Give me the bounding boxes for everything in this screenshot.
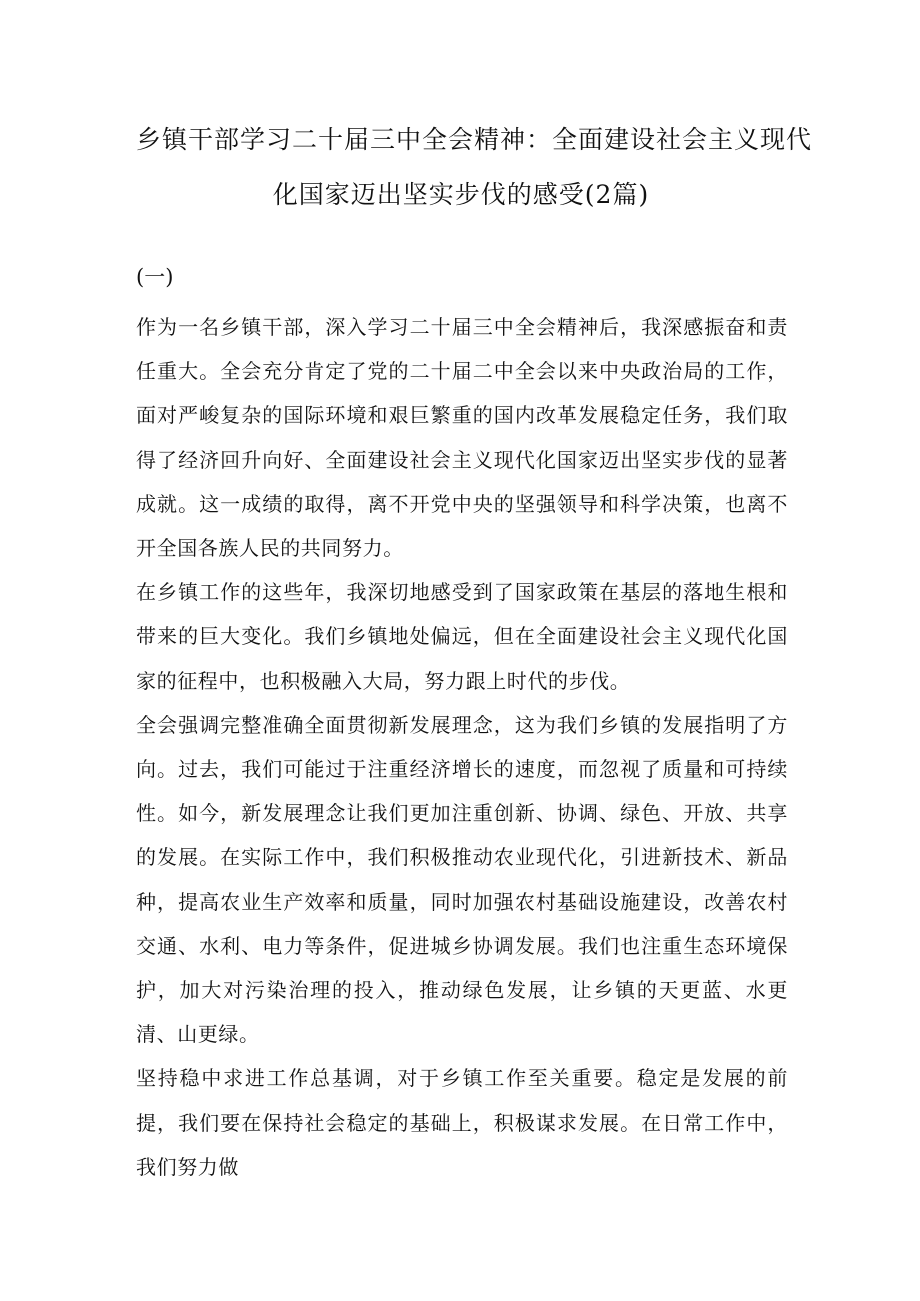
document-body bbox=[136, 305, 788, 1189]
paragraph-1: 作为一名乡镇干部，深入学习二十届三中全会精神后，我深感振奋和责任重大。全会充分肯定了党的二十届二中全会以来中央政治局的工作，面对严峻复杂的国际环境和艰巨繁重的国内改革发展稳定任务，我们取得了经济回升向好、全面建设社会主义现代化国家迈出坚实步伐的显著成就。这一成绩的取得，离不开党中央的坚强领导和科学决策，也离不开全国各族人民的共同努力。 bbox=[136, 315, 788, 561]
paragraph-2: 在乡镇工作的这些年，我深切地感受到了国家政策在基层的落地生根和带来的巨大变化。我们乡镇地处偏远，但在全面建设社会主义现代化国家的征程中，也积极融入大局，努力跟上时代的步伐。 bbox=[136, 580, 788, 693]
paragraph-3: 全会强调完整准确全面贯彻新发展理念，这为我们乡镇的发展指明了方向。过去，我们可能过于注重经济增长的速度，而忽视了质量和可持续性。如今，新发展理念让我们更加注重创新、协调、绿色、开放、共享的发展。在实际工作中，我们积极推动农业现代化，引进新技术、新品种，提高农业生产效率和质量，同时加强农村基础设施建设，改善农村交通、水利、电力等条件，促进城乡协调发展。我们也注重生态环境保护，加大对污染治理的投入，推动绿色发展，让乡镇的天更蓝、水更清、山更绿。 bbox=[136, 712, 788, 1047]
document-title-line-2: 化国家迈出坚实步伐的感受(2篇) bbox=[272, 180, 650, 209]
document-title-line-1: 乡镇干部学习二十届三中全会精神：全面建设社会主义现代 bbox=[136, 125, 813, 154]
section-marker: (一) bbox=[136, 265, 174, 289]
paragraph-4: 坚持稳中求进工作总基调，对于乡镇工作至关重要。稳定是发展的前提，我们要在保持社会稳定的基础上，积极谋求发展。在日常工作中，我们努力做 bbox=[136, 1066, 788, 1179]
